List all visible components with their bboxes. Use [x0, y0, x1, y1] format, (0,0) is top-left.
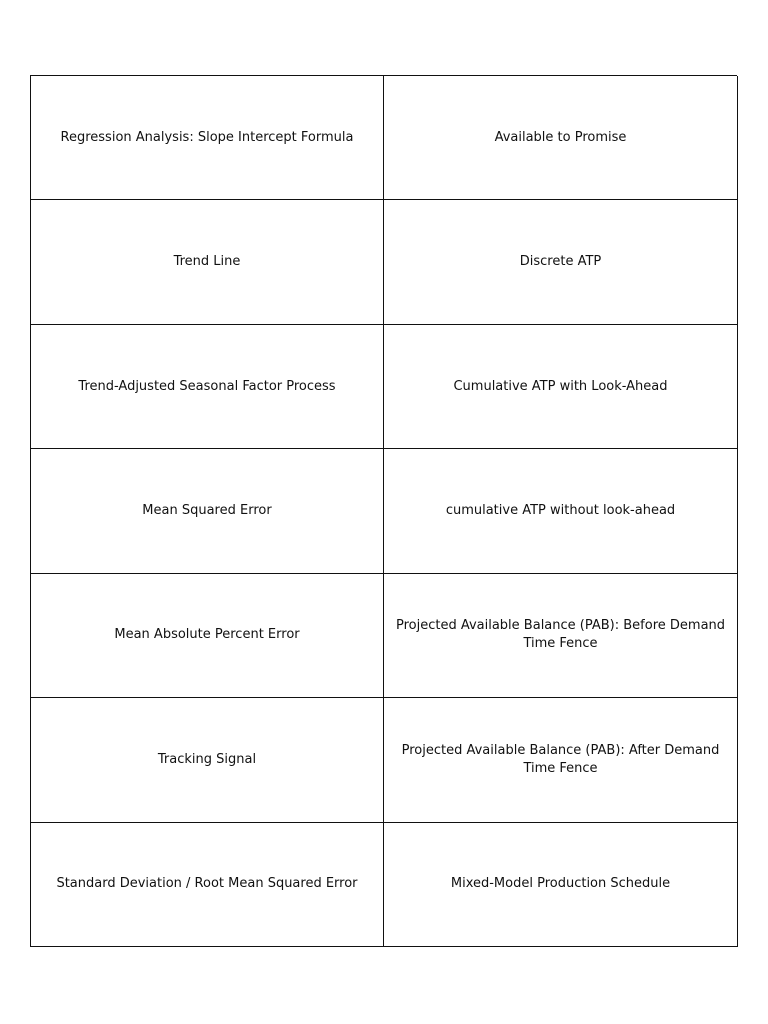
card-term: Mean Absolute Percent Error	[31, 574, 384, 698]
card-term: Mean Squared Error	[31, 449, 384, 573]
flashcard-grid	[30, 75, 737, 947]
card-term: Projected Available Balance (PAB): After Demand Time Fence	[384, 698, 738, 822]
card-term: Mixed-Model Production Schedule	[384, 823, 738, 947]
card-term: Standard Deviation / Root Mean Squared Error	[31, 823, 384, 947]
card-term: Tracking Signal	[31, 698, 384, 822]
card-term: Projected Available Balance (PAB): Before Demand Time Fence	[384, 574, 738, 698]
card-term: Regression Analysis: Slope Intercept Formula	[31, 76, 384, 200]
card-term: Available to Promise	[384, 76, 738, 200]
card-term: Trend Line	[31, 200, 384, 324]
card-term: Cumulative ATP with Look-Ahead	[384, 325, 738, 449]
card-term: Discrete ATP	[384, 200, 738, 324]
card-term: Trend-Adjusted Seasonal Factor Process	[31, 325, 384, 449]
card-term: cumulative ATP without look-ahead	[384, 449, 738, 573]
